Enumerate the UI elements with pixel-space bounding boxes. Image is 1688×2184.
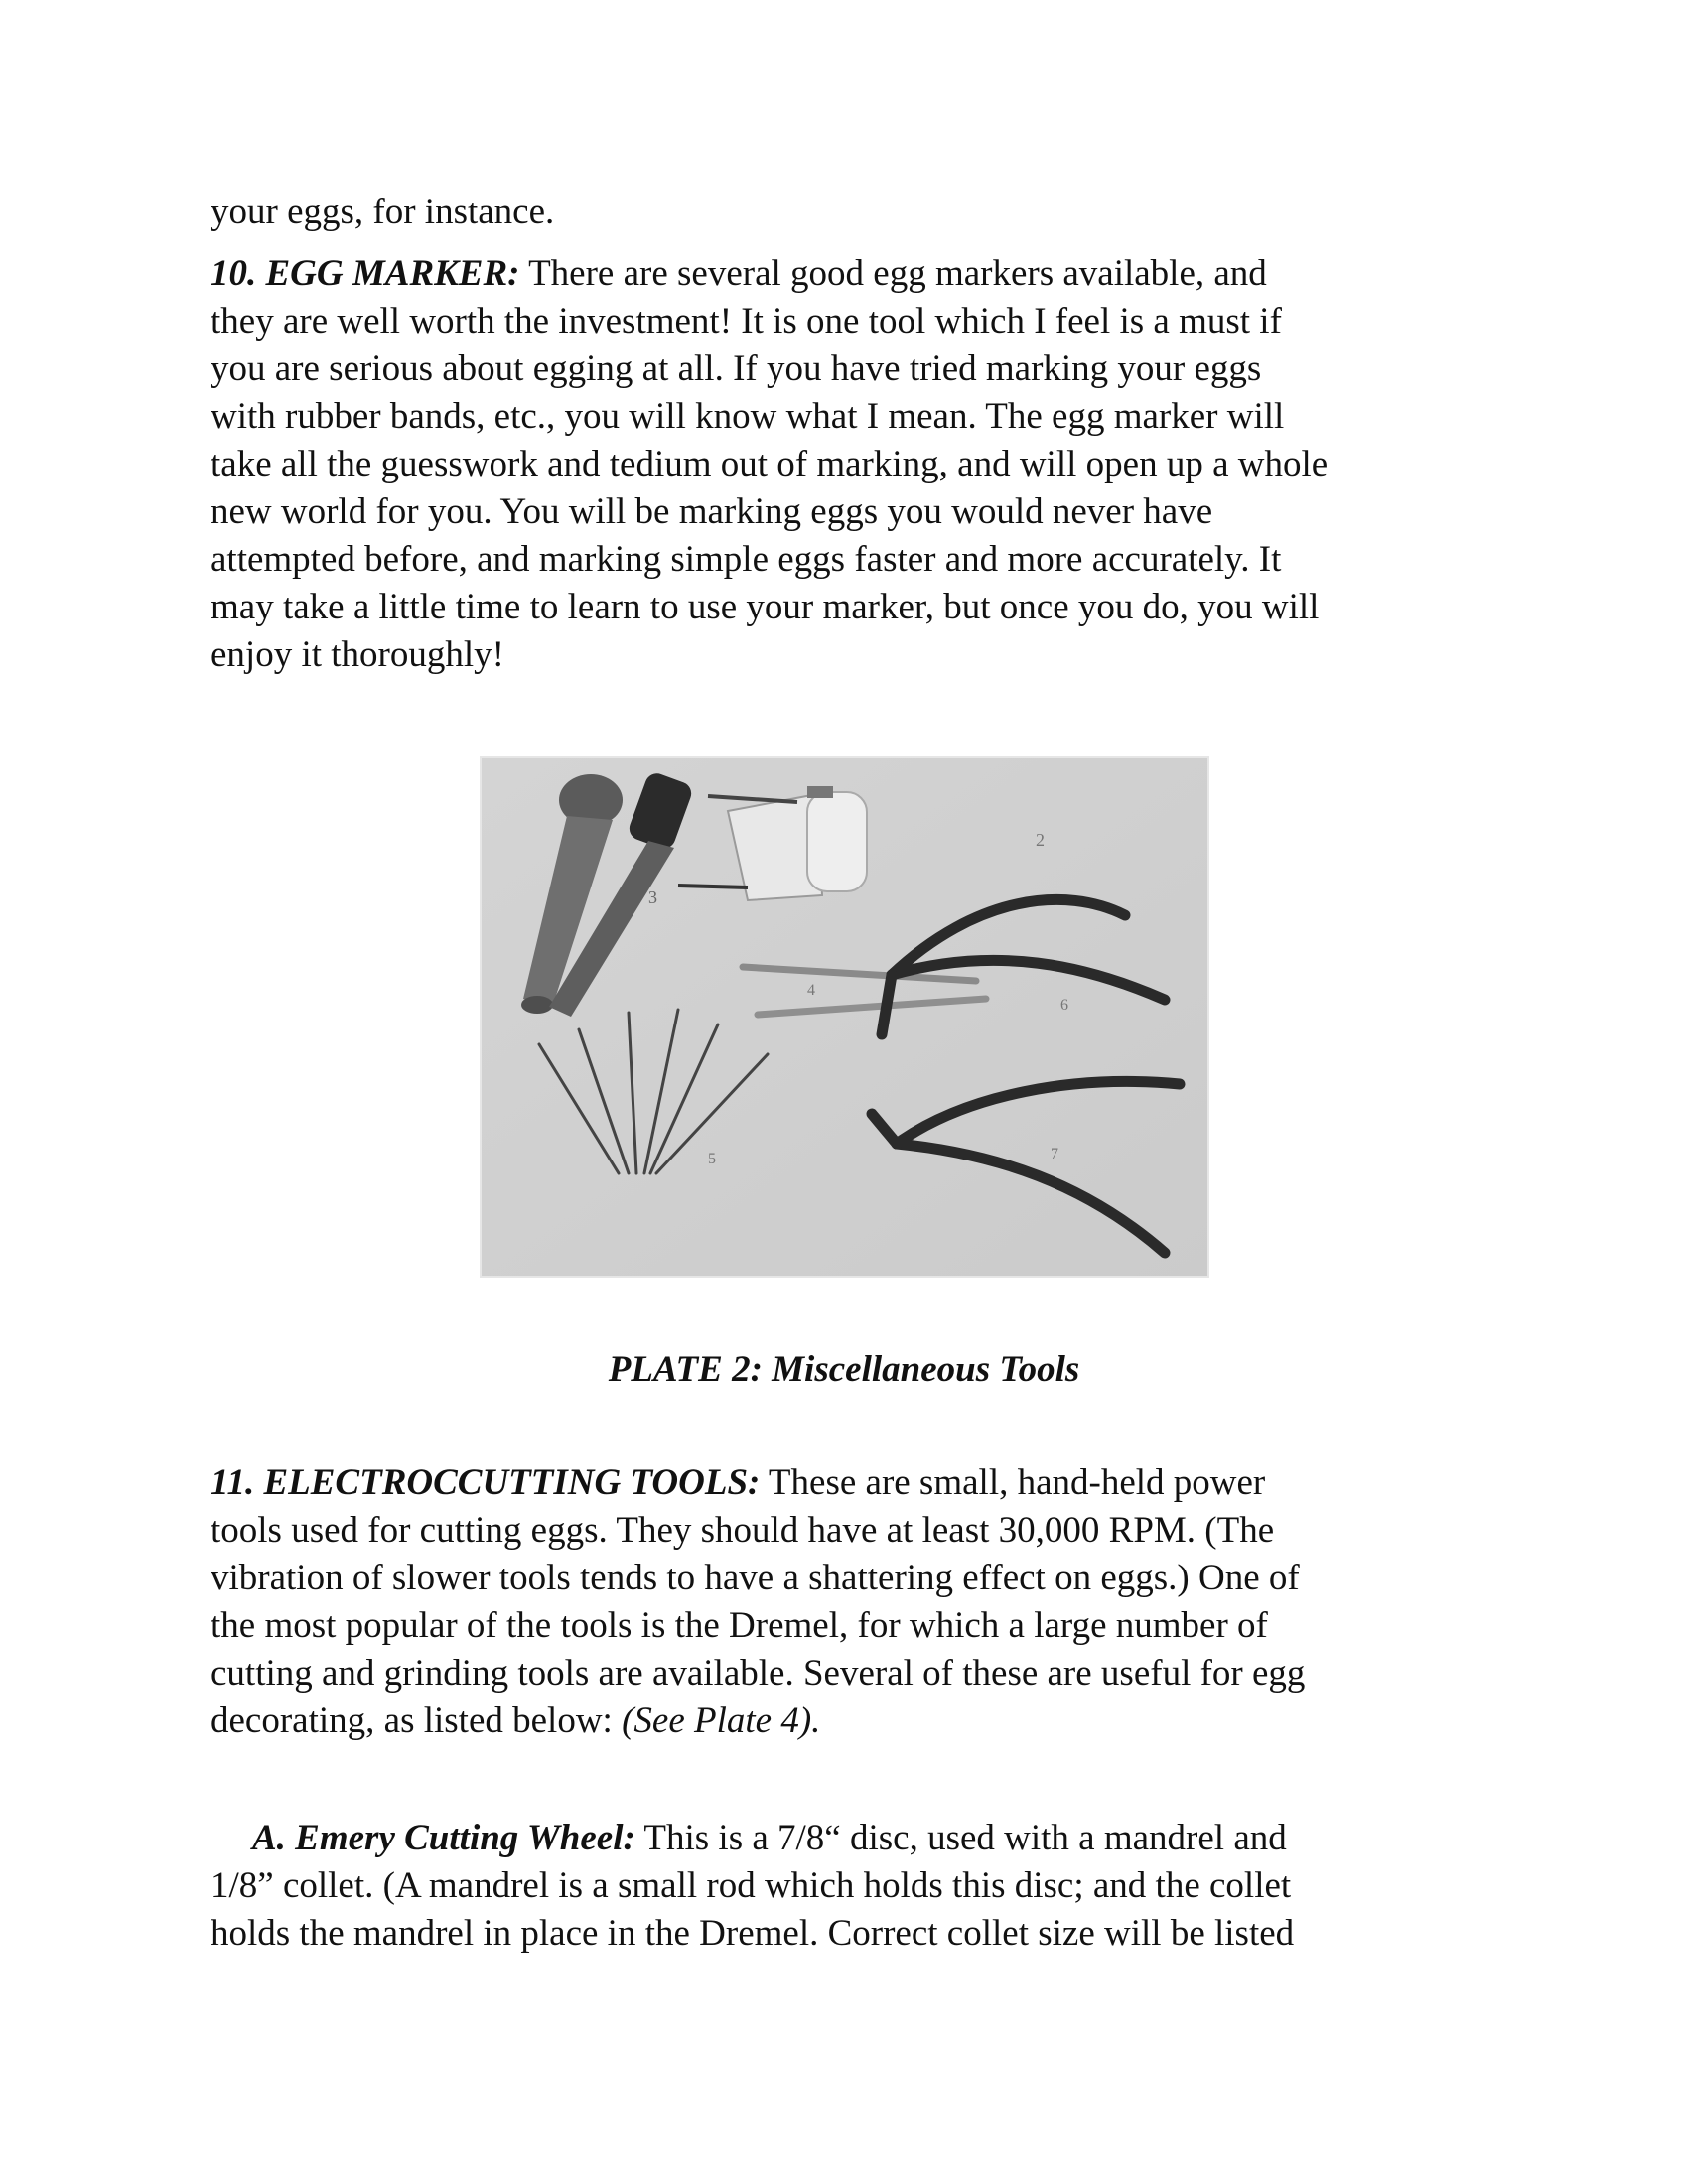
section-10-heading: 10. EGG MARKER: — [211, 253, 520, 294]
section-11-paragraph — [211, 1459, 1501, 1745]
section-11-heading: 11. ELECTROCCUTTING TOOLS: — [211, 1462, 761, 1503]
section-11 — [211, 1459, 1501, 1745]
section-10-line: enjoy it thoroughly! — [211, 634, 504, 675]
plate-number-2: 2 — [1036, 830, 1045, 850]
section-11-last-line: decorating, as listed below: — [211, 1701, 623, 1741]
section-a-line: 1/8” collet. (A mandrel is a small rod which holds this disc; and the collet — [211, 1865, 1292, 1906]
section-10-line: with rubber bands, etc., you will know what I mean. The egg marker will — [211, 396, 1285, 437]
section-10-line: may take a little time to learn to use your marker, but once you do, you will — [211, 587, 1320, 627]
section-10-line: they are well worth the investment! It is one tool which I feel is a must if — [211, 301, 1282, 341]
section-10-line: take all the guesswork and tedium out of marking, and will open up a whole — [211, 444, 1329, 484]
section-11-line: tools used for cutting eggs. They should have at least 30,000 RPM. (The — [211, 1510, 1275, 1551]
section-a-line: holds the mandrel in place in the Dremel. Correct collet size will be listed — [211, 1913, 1295, 1954]
section-11-line: vibration of slower tools tends to have a shattering effect on eggs.) One of — [211, 1558, 1300, 1598]
intro-line: your eggs, for instance. — [211, 192, 555, 232]
section-10-line: new world for you. You will be marking eggs you would never have — [211, 491, 1213, 532]
section-a — [211, 1815, 1501, 1958]
plate-2-photo — [480, 756, 1209, 1278]
page-body — [211, 189, 1501, 679]
plate-number-7: 7 — [1051, 1146, 1058, 1162]
section-10-line: attempted before, and marking simple eggs faster and more accurately. It — [211, 539, 1282, 580]
section-10-paragraph — [211, 250, 1501, 679]
section-11-line: the most popular of the tools is the Dremel, for which a large number of — [211, 1605, 1268, 1646]
plate-number-4: 4 — [807, 982, 815, 999]
plate-4-reference: (See Plate 4). — [622, 1701, 821, 1741]
section-a-line: This is a 7/8“ disc, used with a mandrel and — [634, 1818, 1287, 1858]
section-a-paragraph — [211, 1815, 1501, 1958]
plate-number-6: 6 — [1060, 997, 1068, 1014]
section-10-line: There are several good egg markers available, and — [519, 253, 1267, 294]
section-a-heading: A. Emery Cutting Wheel: — [252, 1818, 635, 1858]
section-10-line: you are serious about egging at all. If you have tried marking your eggs — [211, 348, 1262, 389]
section-11-line: These are small, hand-held power — [760, 1462, 1266, 1503]
plate-number-3: 3 — [648, 887, 657, 907]
plate-caption: PLATE 2: Miscellaneous Tools — [608, 1349, 1080, 1390]
section-11-line: cutting and grinding tools are available. Several of these are useful for egg — [211, 1653, 1306, 1694]
plate-number-5: 5 — [708, 1151, 716, 1167]
